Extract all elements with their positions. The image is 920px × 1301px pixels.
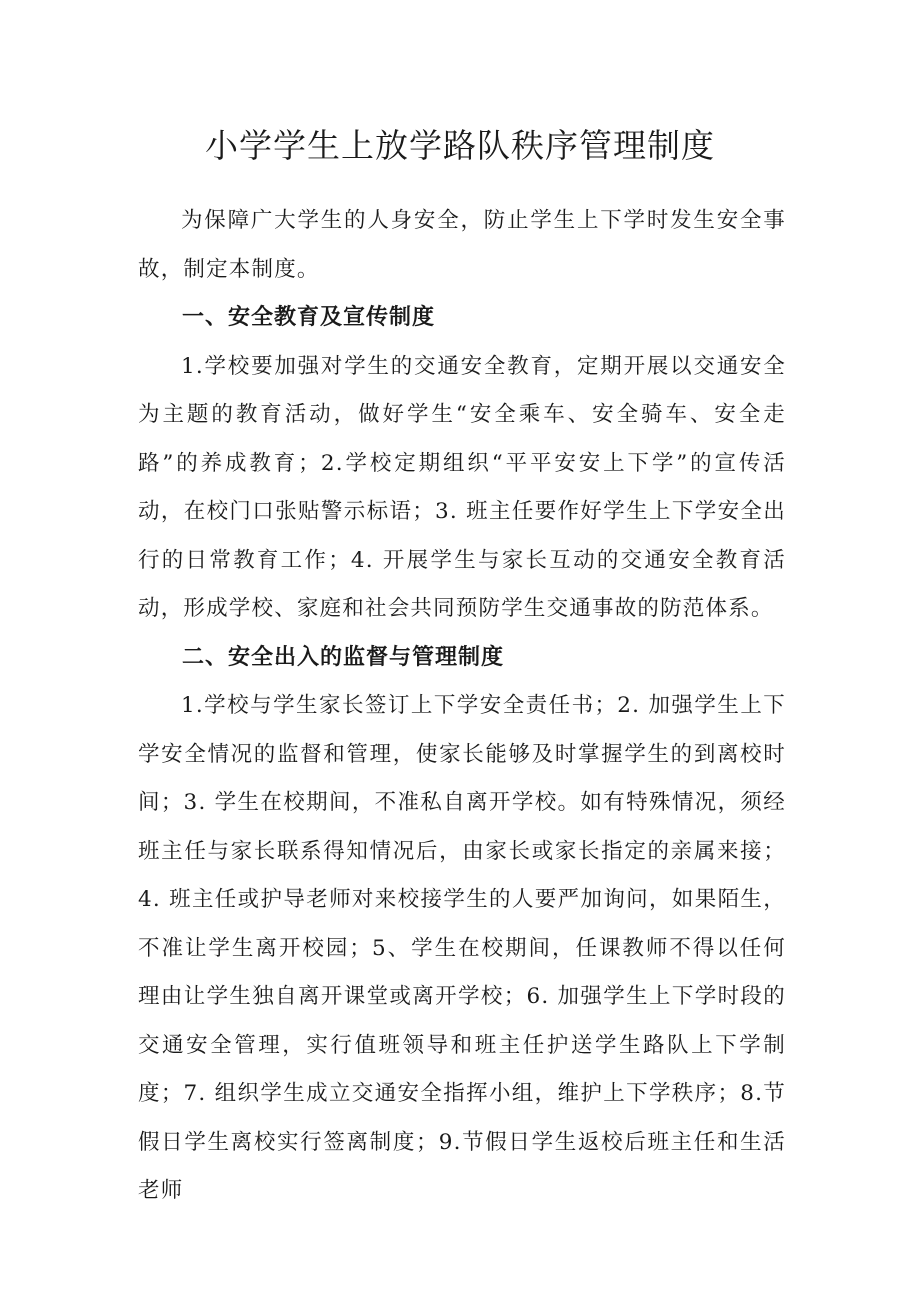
intro-paragraph: 为保障广大学生的人身安全，防止学生上下学时发生安全事故，制定本制度。 [138, 208, 786, 282]
section-heading-entry-exit-supervision: 二、安全出入的监督与管理制度 [182, 644, 505, 670]
section-heading-safety-education: 一、安全教育及宣传制度 [182, 305, 436, 330]
document-body [138, 197, 786, 1216]
document-title: 小学学生上放学路队秩序管理制度 [205, 126, 715, 165]
section-body-safety-education: 1.学校要加强对学生的交通安全教育，定期开展以交通安全为主题的教育活动，做好学生“安全乘车、安全骑车、安全走路”的养成教育；2.学校定期组织“平平安安上下学”的宣传活动，在校门口张贴警示标语；3. 班主任要作好学生上下学安全出行的日常教育工作；4. 开展学生与家长互动的交通安全教育活动，形成学校、家庭和社会共同预防学生交通事故的防范体系。 [138, 353, 786, 621]
section-body-entry-exit-supervision: 1.学校与学生家长签订上下学安全责任书；2. 加强学生上下学安全情况的监督和管理，使家长能够及时掌握学生的到离校时间；3. 学生在校期间，不准私自离开学校。如有特殊情况，须经班主任与家长联系得知情况后，由家长或家长指定的亲属来接；4. 班主任或护导老师对来校接学生的人要严加询问，如果陌生，不准让学生离开校园；5、学生在校期间，任课教师不得以任何理由让学生独自离开课堂或离开学校；6. 加强学生上下学时段的交通安全管理，实行值班领导和班主任护送学生路队上下学制度；7. 组织学生成立交通安全指挥小组，维护上下学秩序；8.节假日学生离校实行签离制度；9.节假日学生返校后班主任和生活老师 [138, 693, 786, 1203]
